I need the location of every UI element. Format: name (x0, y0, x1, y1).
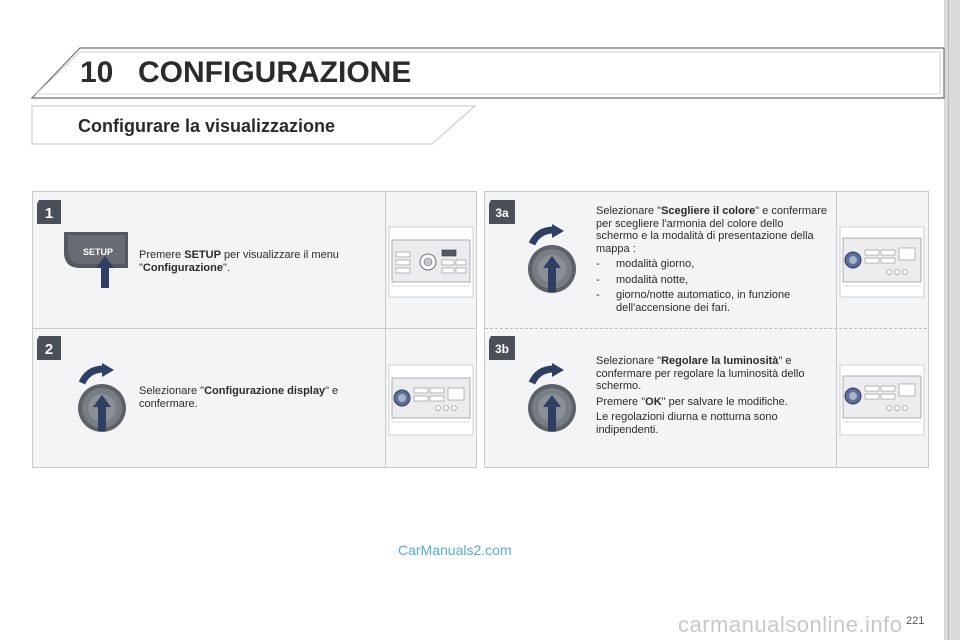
step-3b-option-bold: Regolare la luminosità (661, 355, 779, 367)
rotary-knob-icon-3b (524, 363, 584, 435)
panel-divider-right (836, 192, 837, 467)
bullet-dash: - (596, 289, 600, 301)
step-3a-option-bold: Scegliere il colore (661, 205, 756, 217)
setup-button-icon (58, 228, 138, 292)
step-badge-1-label: 1 (44, 205, 54, 222)
bullet-dash: - (596, 273, 600, 286)
bullet-dash: - (596, 258, 600, 270)
step-badge-2 (36, 335, 62, 361)
panel-divider-left (385, 192, 386, 467)
step-badge-3a-label: 3a (495, 206, 509, 220)
step-3a-text (596, 205, 828, 317)
rotary-knob-icon-2 (74, 363, 134, 435)
step-1-menu-bold: Configurazione (142, 261, 223, 274)
step-badge-3b (488, 335, 516, 361)
console-thumbnail-2 (388, 364, 474, 436)
section-title: Configurare la visualizzazione (78, 116, 336, 136)
bullet-item (596, 289, 828, 314)
step-2-text-part: Selezionare " (139, 385, 205, 397)
console-thumbnail-3b (839, 364, 925, 436)
step-1-text-part: ". (222, 261, 230, 274)
step-3b-text-part: Premere " (596, 395, 646, 408)
step-3b-text (596, 355, 828, 439)
bullet-item (596, 258, 828, 271)
footer-watermark: carmanualsonline.info (678, 612, 903, 637)
page-number: 221 (906, 615, 925, 627)
ok-bold: OK (645, 395, 662, 408)
step-1-text (139, 249, 354, 274)
step-3b-text-part: " e confermare per regolare la luminosità dello schermo. (596, 355, 805, 392)
bullet-text: modalità notte, (616, 273, 689, 286)
rotary-knob-icon-3a (524, 224, 584, 296)
step-2-option-bold: Configurazione display (204, 385, 326, 397)
step-badge-2-label: 2 (44, 341, 54, 358)
step-2-text-part: " e confermare. (139, 385, 339, 410)
step-separator-right (485, 328, 927, 329)
chapter-number: 10 (80, 56, 114, 89)
console-thumbnail-1 (388, 226, 474, 298)
step-3b-text-part: " per salvare le modifiche. (661, 395, 788, 408)
console-thumbnail-3a (839, 226, 925, 298)
step-1-text-part: per visualizzare il menu " (139, 249, 339, 274)
step-1-setup-bold: SETUP (184, 249, 221, 261)
bullet-text: modalità giorno, (616, 258, 695, 270)
step-3a-text-part: " e confermare per scegliere l'armonia del colore dello schermo e la modalità di presentazione della mappa : (596, 205, 827, 255)
step-separator-left (33, 328, 475, 329)
step-badge-3a (488, 199, 516, 225)
setup-button-label: SETUP (82, 247, 114, 257)
step-3b-note: Le regolazioni diurna e notturna sono indipendenti. (596, 411, 778, 436)
step-2-text (139, 385, 371, 410)
step-1-text-part: Premere (139, 249, 185, 261)
watermark-link[interactable]: CarManuals2.com (398, 542, 512, 558)
step-3a-text-part: Selezionare " (596, 205, 662, 217)
step-badge-1 (36, 199, 62, 225)
step-badge-3b-label: 3b (494, 342, 510, 356)
bullet-item (596, 274, 828, 287)
step-3b-text-part: Selezionare " (596, 355, 662, 367)
chapter-title: CONFIGURAZIONE (138, 56, 412, 89)
bullet-text: giorno/notte automatico, in funzione dell'accensione dei fari. (616, 289, 791, 314)
